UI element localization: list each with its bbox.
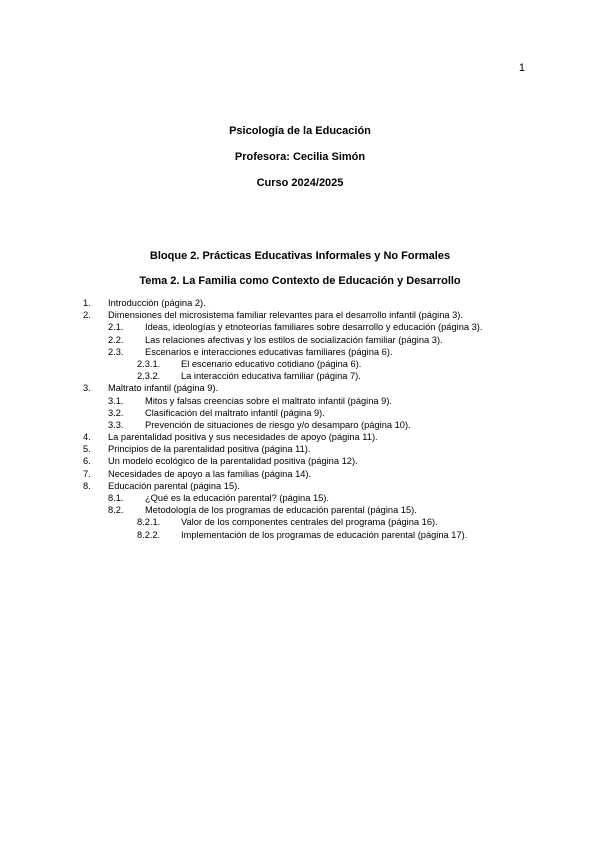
toc-item-number: 3. — [83, 383, 91, 394]
toc-item — [0, 346, 600, 358]
toc-item-number: 8. — [83, 480, 91, 491]
toc-item-number: 4. — [83, 432, 91, 443]
course-line: Curso 2024/2025 — [256, 177, 344, 189]
toc-item-number: 2.1. — [108, 322, 124, 333]
toc-item-number: 2.3.2. — [137, 371, 161, 382]
toc-item-number: 3.2. — [108, 407, 124, 418]
toc-item-text: Clasificación del maltrato infantil (página 9). — [145, 407, 325, 418]
toc-item-number: 2.3.1. — [137, 358, 161, 369]
toc-item — [0, 468, 600, 480]
toc-item-text: Mitos y falsas creencias sobre el maltrato infantil (página 9). — [145, 395, 392, 406]
toc-item — [0, 321, 600, 333]
toc-item-number: 1. — [83, 298, 91, 308]
toc-item — [0, 431, 600, 443]
toc-item-number: 3.1. — [108, 395, 124, 406]
topic-heading: Tema 2. La Familia como Contexto de Educación y Desarrollo — [139, 275, 461, 287]
toc-item-text: Prevención de situaciones de riesgo y/o desamparo (página 10). — [145, 419, 411, 430]
toc-item-text: Ideas, ideologías y etnoteorías familiares sobre desarrollo y educación (página 3). — [145, 322, 483, 333]
block-heading: Bloque 2. Prácticas Educativas Informales y No Formales — [149, 250, 451, 262]
toc-item-text: Escenarios e interacciones educativas familiares (página 6). — [145, 346, 393, 357]
toc-item-number: 8.2.2. — [137, 529, 161, 540]
toc-item-number: 5. — [83, 444, 91, 455]
toc-item — [0, 504, 600, 516]
toc-item-text: Valor de los componentes centrales del programa (página 16). — [181, 517, 438, 528]
toc-item — [0, 443, 600, 455]
toc-item — [0, 358, 600, 370]
toc-item-text: Dimensiones del microsistema familiar relevantes para el desarrollo infantil (página 3). — [108, 310, 463, 321]
toc-item-number: 7. — [83, 468, 91, 479]
toc-item-text: Necesidades de apoyo a las familias (página 14). — [108, 468, 312, 479]
toc-item-text: Implementación de los programas de educación parental (página 17). — [181, 529, 468, 540]
toc-item-text: ¿Qué es la educación parental? (página 15). — [145, 493, 329, 503]
teacher-line: Profesora: Cecilia Simón — [234, 151, 366, 163]
toc-item — [0, 395, 600, 407]
toc-item-number: 3.3. — [108, 419, 124, 430]
toc-item-text: Metodología de los programas de educación parental (página 15). — [145, 505, 417, 516]
toc-item — [0, 419, 600, 431]
toc-item — [0, 529, 600, 541]
toc-item — [0, 382, 600, 394]
toc-item — [0, 480, 600, 492]
toc-item-number: 2. — [83, 310, 91, 321]
toc-item-text: La interacción educativa familiar (página 7). — [181, 371, 361, 382]
toc-item-number: 8.1. — [108, 493, 124, 503]
toc-item-text: Introducción (página 2). — [108, 298, 206, 308]
toc-item-number: 8.2. — [108, 505, 124, 516]
toc-item — [0, 309, 600, 321]
toc-item-number: 8.2.1. — [137, 517, 161, 528]
toc-item — [0, 516, 600, 528]
toc-item-text: Educación parental (página 15). — [108, 480, 240, 491]
toc-item — [0, 407, 600, 419]
toc-item-number: 2.3. — [108, 346, 124, 357]
toc-item-text: Las relaciones afectivas y los estilos de socialización familiar (página 3). — [145, 334, 443, 345]
toc-item-text: Maltrato infantil (página 9). — [108, 383, 219, 394]
subject-title: Psicología de la Educación — [229, 125, 371, 137]
toc-item-text: La parentalidad positiva y sus necesidades de apoyo (página 11). — [108, 432, 378, 443]
toc-item-number: 2.2. — [108, 334, 124, 345]
toc-item-number: 6. — [83, 456, 91, 467]
toc-item — [0, 455, 600, 467]
toc-item — [0, 297, 600, 309]
toc-item — [0, 370, 600, 382]
table-of-contents — [0, 297, 600, 541]
toc-item — [0, 492, 600, 504]
toc-item — [0, 334, 600, 346]
toc-item-text: Un modelo ecológico de la parentalidad positiva (página 12). — [108, 456, 358, 467]
toc-item-text: El escenario educativo cotidiano (página 6). — [181, 358, 362, 369]
toc-item-text: Principios de la parentalidad positiva (página 11). — [108, 444, 311, 455]
page-number: 1 — [518, 62, 525, 74]
